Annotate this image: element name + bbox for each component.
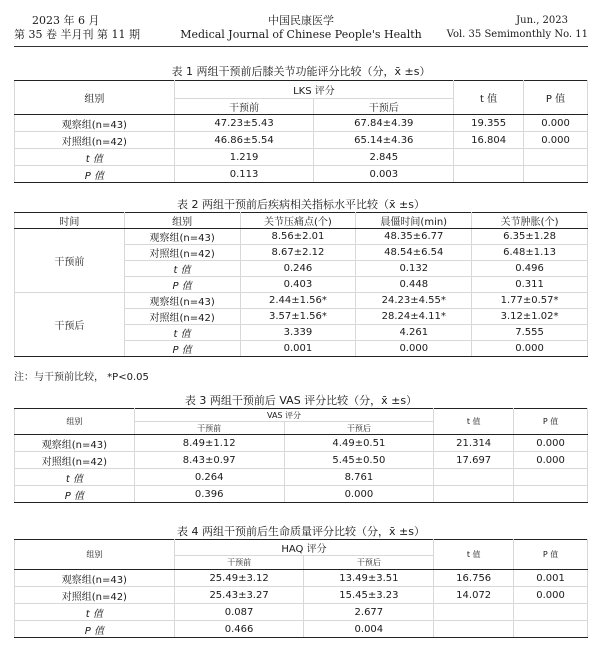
- table1-cell-t: [454, 149, 524, 166]
- table-row: [15, 166, 588, 183]
- table3-cell-t: [434, 469, 514, 486]
- table3-cell-after: 4.49±0.51: [284, 435, 434, 452]
- table3: [14, 408, 588, 503]
- table3-header-before: 干预前: [134, 422, 284, 435]
- table3-cell-t: 21.314: [434, 435, 514, 452]
- table4-cell-group: P 值: [15, 621, 175, 638]
- table4: [14, 539, 588, 638]
- table-row: [15, 621, 588, 638]
- table1-cell-t: 16.804: [454, 132, 524, 149]
- table1-cell-after: 65.14±4.36: [314, 132, 454, 149]
- table4-cell-p: 0.001: [514, 570, 588, 587]
- table2-cell-pain: 3.57±1.56*: [240, 309, 356, 325]
- table2-cell-group: P 值: [124, 341, 240, 357]
- table-row: [15, 604, 588, 621]
- table-row: [15, 469, 588, 486]
- table3-cell-group: P 值: [15, 486, 135, 503]
- table2-header-group: 组别: [124, 213, 240, 229]
- table2-cell-pain: 8.56±2.01: [240, 229, 356, 245]
- table1-cell-group: t 值: [15, 149, 175, 166]
- table4-cell-p: [514, 621, 588, 638]
- table3-cell-group: t 值: [15, 469, 135, 486]
- table4-cell-group: t 值: [15, 604, 175, 621]
- table3-cell-t: 17.697: [434, 452, 514, 469]
- table3-header-p: P 值: [514, 409, 588, 435]
- table2-cell-stiff: 4.261: [356, 325, 472, 341]
- table2-cell-swell: 6.35±1.28: [472, 229, 588, 245]
- table4-cell-before: 25.49±3.12: [174, 570, 304, 587]
- table4-cell-t: [434, 621, 514, 638]
- journal-title-cn: 中国民康医学: [268, 14, 334, 27]
- table3-header-t: t 值: [434, 409, 514, 435]
- table3-header-after: 干预后: [284, 422, 434, 435]
- table2-cell-swell: 6.48±1.13: [472, 245, 588, 261]
- table2-cell-group: t 值: [124, 261, 240, 277]
- table2-cell-pain: 2.44±1.56*: [240, 293, 356, 309]
- table4-header-before: 干预前: [174, 556, 304, 570]
- table4-caption: 表 4 两组干预前后生命质量评分比较（分，x̄ ±s）: [177, 525, 425, 538]
- table2-cell-pain: 0.001: [240, 341, 356, 357]
- table4-cell-p: 0.000: [514, 587, 588, 604]
- table2-cell-stiff: 48.54±6.54: [356, 245, 472, 261]
- table3-cell-before: 0.264: [134, 469, 284, 486]
- table-row: [15, 570, 588, 587]
- header-date-en: Jun., 2023: [516, 15, 568, 26]
- table4-cell-after: 15.45±3.23: [304, 587, 434, 604]
- header-right: [447, 14, 588, 42]
- header-issue-cn: 第 35 卷 半月刊 第 11 期: [14, 28, 140, 41]
- table4-cell-t: [434, 604, 514, 621]
- table-row: [15, 293, 588, 309]
- table3-header-group: 组别: [15, 409, 135, 435]
- table4-header-t: t 值: [434, 540, 514, 570]
- table-row: [15, 452, 588, 469]
- table1-cell-group: 对照组(n=42): [15, 132, 175, 149]
- table3-cell-after: 0.000: [284, 486, 434, 503]
- table2-cell-pain: 3.339: [240, 325, 356, 341]
- table-row: [15, 115, 588, 132]
- table2-cell-stiff: 0.132: [356, 261, 472, 277]
- table1-cell-p: 0.000: [524, 132, 588, 149]
- table1-cell-t: [454, 166, 524, 183]
- table2-time-after: 干预后: [15, 293, 125, 357]
- table2-caption: 表 2 两组干预前后疾病相关指标水平比较（x̄ ±s）: [177, 198, 425, 211]
- table2-cell-stiff: 0.000: [356, 341, 472, 357]
- table4-cell-after: 13.49±3.51: [304, 570, 434, 587]
- table2-cell-group: t 值: [124, 325, 240, 341]
- table2-cell-swell: 3.12±1.02*: [472, 309, 588, 325]
- header-rule: [14, 46, 588, 47]
- table2-header-stiff: 晨僵时间(min): [356, 213, 472, 229]
- table2-header-swell: 关节肿胀(个): [472, 213, 588, 229]
- table1-cell-before: 46.86±5.54: [174, 132, 314, 149]
- journal-title-en: Medical Journal of Chinese People's Health: [180, 28, 422, 41]
- table3-cell-before: 8.49±1.12: [134, 435, 284, 452]
- table4-cell-group: 对照组(n=42): [15, 587, 175, 604]
- table2-cell-group: 观察组(n=43): [124, 293, 240, 309]
- table1-cell-before: 47.23±5.43: [174, 115, 314, 132]
- table2-cell-stiff: 28.24±4.11*: [356, 309, 472, 325]
- table4-cell-group: 观察组(n=43): [15, 570, 175, 587]
- table1-cell-before: 1.219: [174, 149, 314, 166]
- page-header: [14, 14, 588, 44]
- table1-header-p: P 值: [524, 81, 588, 115]
- table4-cell-after: 0.004: [304, 621, 434, 638]
- table1-cell-after: 0.003: [314, 166, 454, 183]
- table-row: [15, 435, 588, 452]
- table1-header-lks: LKS 评分: [174, 81, 453, 99]
- table2-cell-group: P 值: [124, 277, 240, 293]
- table2-time-before: 干预前: [15, 229, 125, 293]
- table2-cell-swell: 0.496: [472, 261, 588, 277]
- table2-cell-pain: 8.67±2.12: [240, 245, 356, 261]
- table1-cell-after: 67.84±4.39: [314, 115, 454, 132]
- table1-cell-group: P 值: [15, 166, 175, 183]
- table1-cell-p: [524, 166, 588, 183]
- table4-header-after: 干预后: [304, 556, 434, 570]
- table4-cell-p: [514, 604, 588, 621]
- table2-cell-stiff: 0.448: [356, 277, 472, 293]
- table2-cell-group: 观察组(n=43): [124, 229, 240, 245]
- table2-header-time: 时间: [15, 213, 125, 229]
- table1-header-group: 组别: [15, 81, 175, 115]
- table2-cell-swell: 1.77±0.57*: [472, 293, 588, 309]
- table2-cell-stiff: 48.35±6.77: [356, 229, 472, 245]
- table1-cell-before: 0.113: [174, 166, 314, 183]
- table3-cell-t: [434, 486, 514, 503]
- header-issue-en: Vol. 35 Semimonthly No. 11: [446, 29, 588, 40]
- table1-cell-group: 观察组(n=43): [15, 115, 175, 132]
- table4-header-haq: HAQ 评分: [174, 540, 434, 556]
- table2-cell-group: 对照组(n=42): [124, 245, 240, 261]
- table4-cell-before: 0.087: [174, 604, 304, 621]
- table2: [14, 212, 588, 357]
- table1-caption: 表 1 两组干预前后膝关节功能评分比较（分，x̄ ±s）: [171, 65, 431, 78]
- header-date: 2023 年 6 月: [32, 14, 100, 27]
- table3-cell-after: 8.761: [284, 469, 434, 486]
- table4-header-p: P 值: [514, 540, 588, 570]
- table3-cell-p: [514, 486, 588, 503]
- table2-cell-pain: 0.246: [240, 261, 356, 277]
- table3-header-vas: VAS 评分: [134, 409, 433, 422]
- table1: [14, 80, 588, 183]
- table3-cell-group: 观察组(n=43): [15, 435, 135, 452]
- table4-cell-t: 16.756: [434, 570, 514, 587]
- table4-header-group: 组别: [15, 540, 175, 570]
- table2-cell-swell: 7.555: [472, 325, 588, 341]
- table3-cell-before: 8.43±0.97: [134, 452, 284, 469]
- table2-header-pain: 关节压痛点(个): [240, 213, 356, 229]
- table1-header-before: 干预前: [174, 99, 314, 115]
- table2-cell-swell: 0.000: [472, 341, 588, 357]
- table3-cell-after: 5.45±0.50: [284, 452, 434, 469]
- table2-cell-swell: 0.311: [472, 277, 588, 293]
- table4-cell-after: 2.677: [304, 604, 434, 621]
- table2-cell-group: 对照组(n=42): [124, 309, 240, 325]
- table2-footnote: 注：与干预前比较， *P<0.05: [14, 372, 149, 383]
- table2-cell-pain: 0.403: [240, 277, 356, 293]
- table2-cell-stiff: 24.23±4.55*: [356, 293, 472, 309]
- table-row: [15, 486, 588, 503]
- table1-cell-p: 0.000: [524, 115, 588, 132]
- table1-cell-t: 19.355: [454, 115, 524, 132]
- table3-cell-before: 0.396: [134, 486, 284, 503]
- table-row: [15, 132, 588, 149]
- table-row: [15, 229, 588, 245]
- table1-cell-after: 2.845: [314, 149, 454, 166]
- table1-header-after: 干预后: [314, 99, 454, 115]
- table-row: [15, 587, 588, 604]
- table3-cell-p: 0.000: [514, 435, 588, 452]
- table1-cell-p: [524, 149, 588, 166]
- table4-cell-before: 0.466: [174, 621, 304, 638]
- table3-caption: 表 3 两组干预前后 VAS 评分比较（分，x̄ ±s）: [184, 394, 418, 407]
- table4-cell-before: 25.43±3.27: [174, 587, 304, 604]
- table3-cell-p: [514, 469, 588, 486]
- table3-cell-p: 0.000: [514, 452, 588, 469]
- table-row: [15, 149, 588, 166]
- table3-cell-group: 对照组(n=42): [15, 452, 135, 469]
- table4-cell-t: 14.072: [434, 587, 514, 604]
- table1-header-t: t 值: [454, 81, 524, 115]
